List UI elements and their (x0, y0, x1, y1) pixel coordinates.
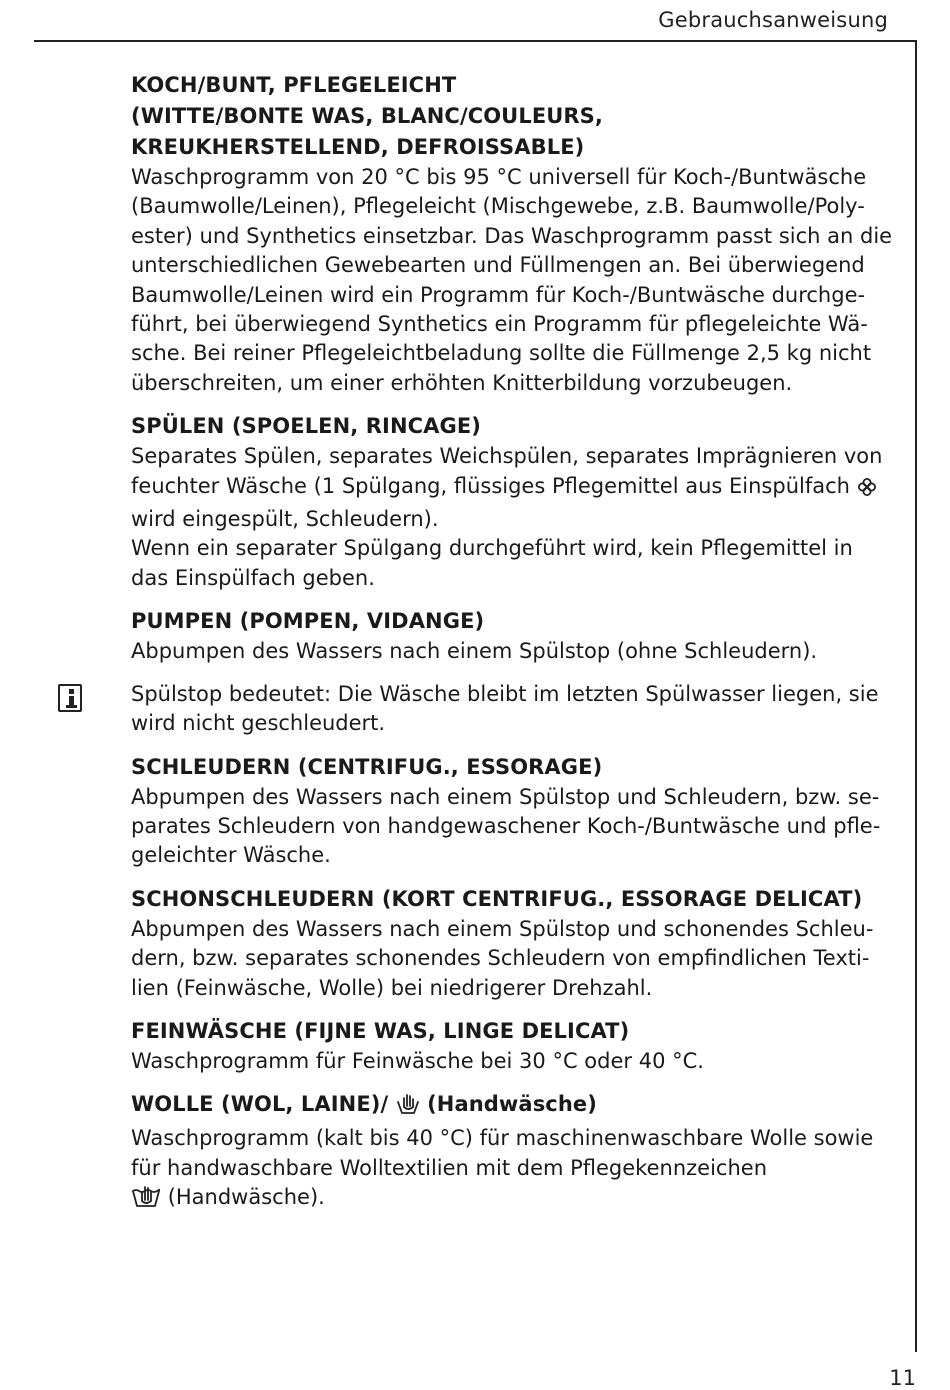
heading-text: (Handwäsche) (427, 1092, 597, 1117)
note-line: Spülstop bedeutet: Die Wäsche bleibt im letzten Spülwasser liegen, sie (131, 681, 879, 706)
page-number: 11 (889, 1366, 916, 1390)
body-line: Separates Spülen, separates Weichspülen, separates Imprägnieren von (131, 444, 883, 469)
heading-text: WOLLE (WOL, LAINE)/ (131, 1092, 389, 1117)
side-rule (915, 40, 917, 1352)
body-line: unterschiedlichen Gewebearten und Füllmengen an. Bei überwiegend (131, 253, 865, 278)
handwash-icon (396, 1093, 420, 1124)
body-line: parates Schleudern von handgewaschener Koch-/Buntwäsche und pfle- (131, 813, 881, 838)
section-heading: FEINWÄSCHE (FIJNE WAS, LINGE DELICAT) (131, 1018, 630, 1043)
section-heading: SCHONSCHLEUDERN (KORT CENTRIFUG., ESSORAGE DELICAT) (131, 886, 863, 911)
body-line: Waschprogramm (kalt bis 40 °C) für maschinenwaschbare Wolle sowie (131, 1126, 874, 1151)
section-heading (131, 1089, 901, 1124)
body-line: führt, bei überwiegend Synthetics ein Programm für pflegeleichte Wä- (131, 312, 868, 337)
body-line: überschreiten, um einer erhöhten Knitterbildung vorzubeugen. (131, 370, 793, 395)
info-icon (58, 684, 82, 712)
body-line: dern, bzw. separates schonendes Schleudern von empfindlichen Texti- (131, 946, 870, 971)
body-text: feuchter Wäsche (1 Spülgang, flüssiges Pflegemittel aus Einspülfach (131, 473, 850, 498)
section-heading: SCHLEUDERN (CENTRIFUG., ESSORAGE) (131, 754, 603, 779)
body-line: Wenn ein separater Spülgang durchgeführt wird, kein Pflegemittel in (131, 536, 853, 561)
section-heading-line: (WITTE/BONTE WAS, BLANC/COULEURS, (131, 104, 603, 128)
body-line: für handwaschbare Wolltextilien mit dem Pflegekennzeichen (131, 1155, 767, 1180)
handwash-tub-icon (131, 1184, 161, 1216)
body-line: sche. Bei reiner Pflegeleichtbeladung sollte die Füllmenge 2,5 kg nicht (131, 341, 872, 366)
body-line: Abpumpen des Wassers nach einem Spülstop und Schleudern, bzw. se- (131, 784, 880, 809)
section-koch-bunt (131, 70, 901, 398)
body-line: das Einspülfach geben. (131, 565, 375, 590)
body-line-with-icon (131, 1183, 901, 1216)
body-line: ester) und Synthetics einsetzbar. Das Waschprogramm passt sich an die (131, 223, 893, 248)
section-wolle (131, 1089, 901, 1216)
softener-flower-icon (857, 476, 877, 505)
note-line: wird nicht geschleudert. (131, 711, 386, 736)
body-line: lien (Feinwäsche, Wolle) bei niedrigerer Drehzahl. (131, 975, 653, 1000)
body-line: Waschprogramm von 20 °C bis 95 °C universell für Koch-/Buntwäsche (131, 165, 867, 189)
body-line: Abpumpen des Wassers nach einem Spülstop und schonendes Schleu- (131, 916, 874, 941)
body-line: Baumwolle/Leinen wird ein Programm für Koch-/Buntwäsche durchge- (131, 282, 866, 307)
section-heading: PUMPEN (POMPEN, VIDANGE) (131, 609, 485, 634)
body-line: geleichter Wäsche. (131, 843, 331, 868)
section-spuelen (131, 411, 901, 593)
header-rule (34, 40, 917, 42)
body-line: Abpumpen des Wassers nach einem Spülstop (ohne Schleudern). (131, 639, 818, 664)
section-schleudern (131, 752, 901, 871)
running-header: Gebrauchsanweisung (658, 8, 888, 32)
body-line: Waschprogramm für Feinwäsche bei 30 °C oder 40 °C. (131, 1048, 704, 1073)
section-heading: SPÜLEN (SPOELEN, RINCAGE) (131, 414, 481, 439)
info-note (131, 680, 901, 739)
body-text: (Handwäsche). (167, 1185, 325, 1210)
section-pumpen (131, 606, 901, 666)
section-schonschleudern (131, 884, 901, 1003)
manual-content (131, 70, 901, 1230)
body-line-with-icon (131, 472, 901, 505)
section-heading-line: KOCH/BUNT, PFLEGELEICHT (131, 73, 457, 97)
body-line: (Baumwolle/Leinen), Pflegeleicht (Mischgewebe, z.B. Baumwolle/Poly- (131, 194, 865, 219)
section-heading-line: KREUKHERSTELLEND, DEFROISSABLE) (131, 135, 585, 159)
body-line: wird eingespült, Schleudern). (131, 507, 439, 532)
section-feinwaesche (131, 1016, 901, 1076)
